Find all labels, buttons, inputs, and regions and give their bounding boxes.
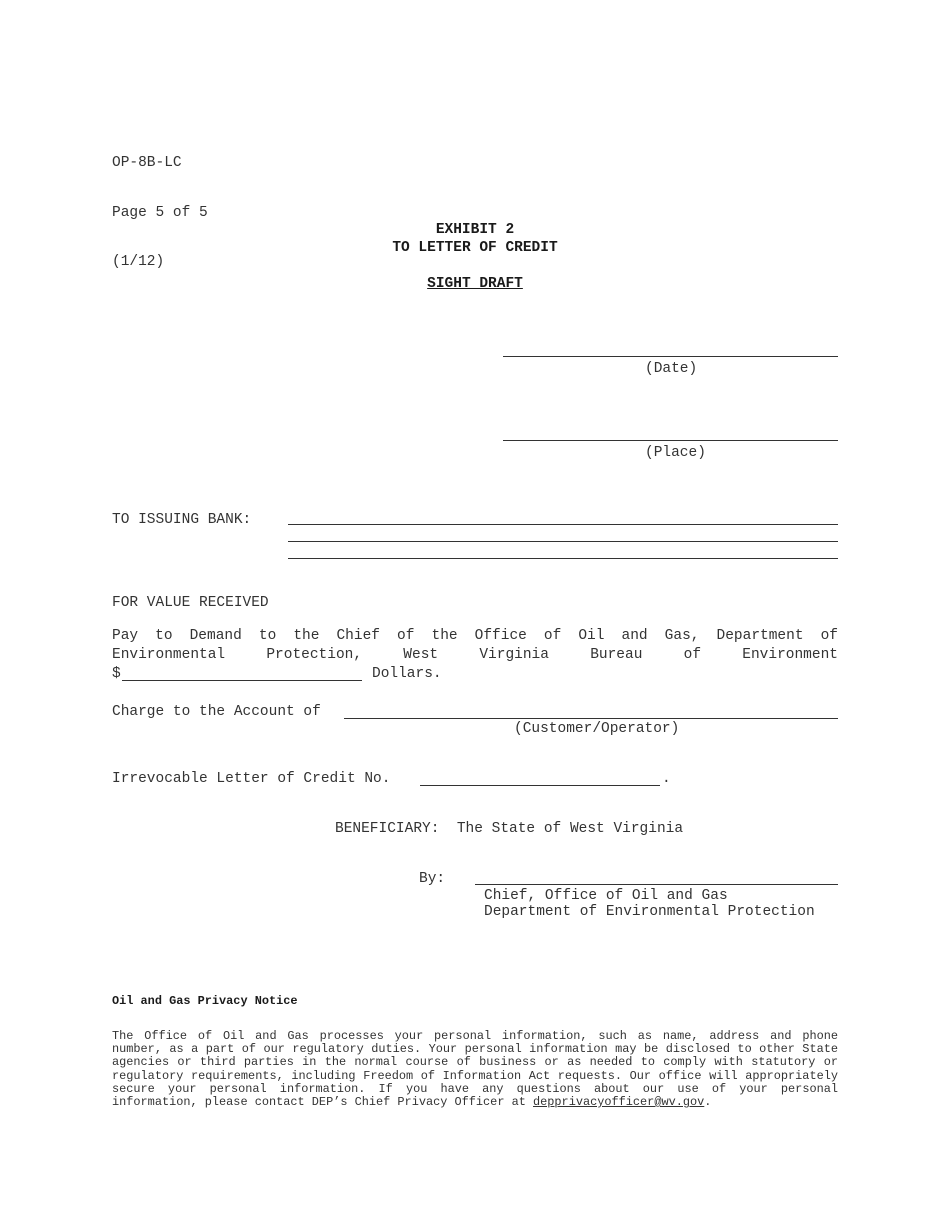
- letter-of-credit-period: .: [662, 771, 671, 787]
- value-received-text: FOR VALUE RECEIVED: [112, 595, 269, 611]
- privacy-heading: Oil and Gas Privacy Notice: [112, 994, 298, 1008]
- issuing-bank-label: TO ISSUING BANK:: [112, 512, 252, 528]
- place-label: (Place): [645, 445, 706, 461]
- page-number: Page 5 of 5: [112, 204, 208, 221]
- privacy-body: The Office of Oil and Gas processes your personal information, such as name, address and phone number, as a part of our regulatory duties. Your personal information may be disclosed to other State agencies or third parties in the normal course of business or as needed to comply with statutory or regulatory requirements, including Freedom of Information Act requests. Our office will appropriately secure your personal information. If you have any questions about our use of your personal information, please contact DEP’s Chief Privacy Officer at: [112, 1029, 838, 1110]
- issuing-bank-field-line-3[interactable]: [288, 558, 838, 559]
- date-label: (Date): [645, 361, 698, 377]
- issuing-bank-field-line-1[interactable]: [288, 524, 838, 525]
- privacy-notice: [112, 1030, 838, 1109]
- customer-operator-label: (Customer/Operator): [514, 721, 680, 737]
- place-field[interactable]: [503, 440, 838, 441]
- charge-account-label: Charge to the Account of: [112, 704, 321, 720]
- privacy-end: .: [704, 1095, 712, 1110]
- form-header: [112, 122, 208, 287]
- beneficiary-text: BENEFICIARY: The State of West Virginia: [335, 821, 684, 837]
- issuing-bank-field-line-2[interactable]: [288, 541, 838, 542]
- letter-of-credit-label: Irrevocable Letter of Credit No.: [112, 771, 391, 787]
- form-revision: (1/12): [112, 254, 165, 270]
- amount-field[interactable]: [122, 680, 362, 681]
- customer-operator-field[interactable]: [344, 718, 838, 719]
- pay-line-2: Environmental Protection, West Virginia Bureau of Environment: [112, 647, 838, 663]
- exhibit-title: EXHIBIT 2: [435, 222, 515, 238]
- signature-field[interactable]: [475, 884, 838, 885]
- signer-title: Chief, Office of Oil and Gas: [484, 888, 728, 904]
- pay-line-1: Pay to Demand to the Chief of the Office of Oil and Gas, Department of: [112, 628, 838, 644]
- letter-of-credit-number-field[interactable]: [420, 785, 660, 786]
- form-id: OP-8B-LC: [112, 155, 182, 171]
- by-label: By:: [419, 871, 446, 887]
- dollars-label: Dollars.: [372, 666, 442, 682]
- date-field[interactable]: [503, 356, 838, 357]
- signer-department: Department of Environmental Protection: [484, 904, 815, 920]
- privacy-email-link[interactable]: depprivacyofficer@wv.gov: [533, 1095, 705, 1110]
- exhibit-subtitle: TO LETTER OF CREDIT: [392, 240, 558, 256]
- dollar-sign: $: [112, 666, 121, 682]
- document-type: SIGHT DRAFT: [427, 276, 523, 292]
